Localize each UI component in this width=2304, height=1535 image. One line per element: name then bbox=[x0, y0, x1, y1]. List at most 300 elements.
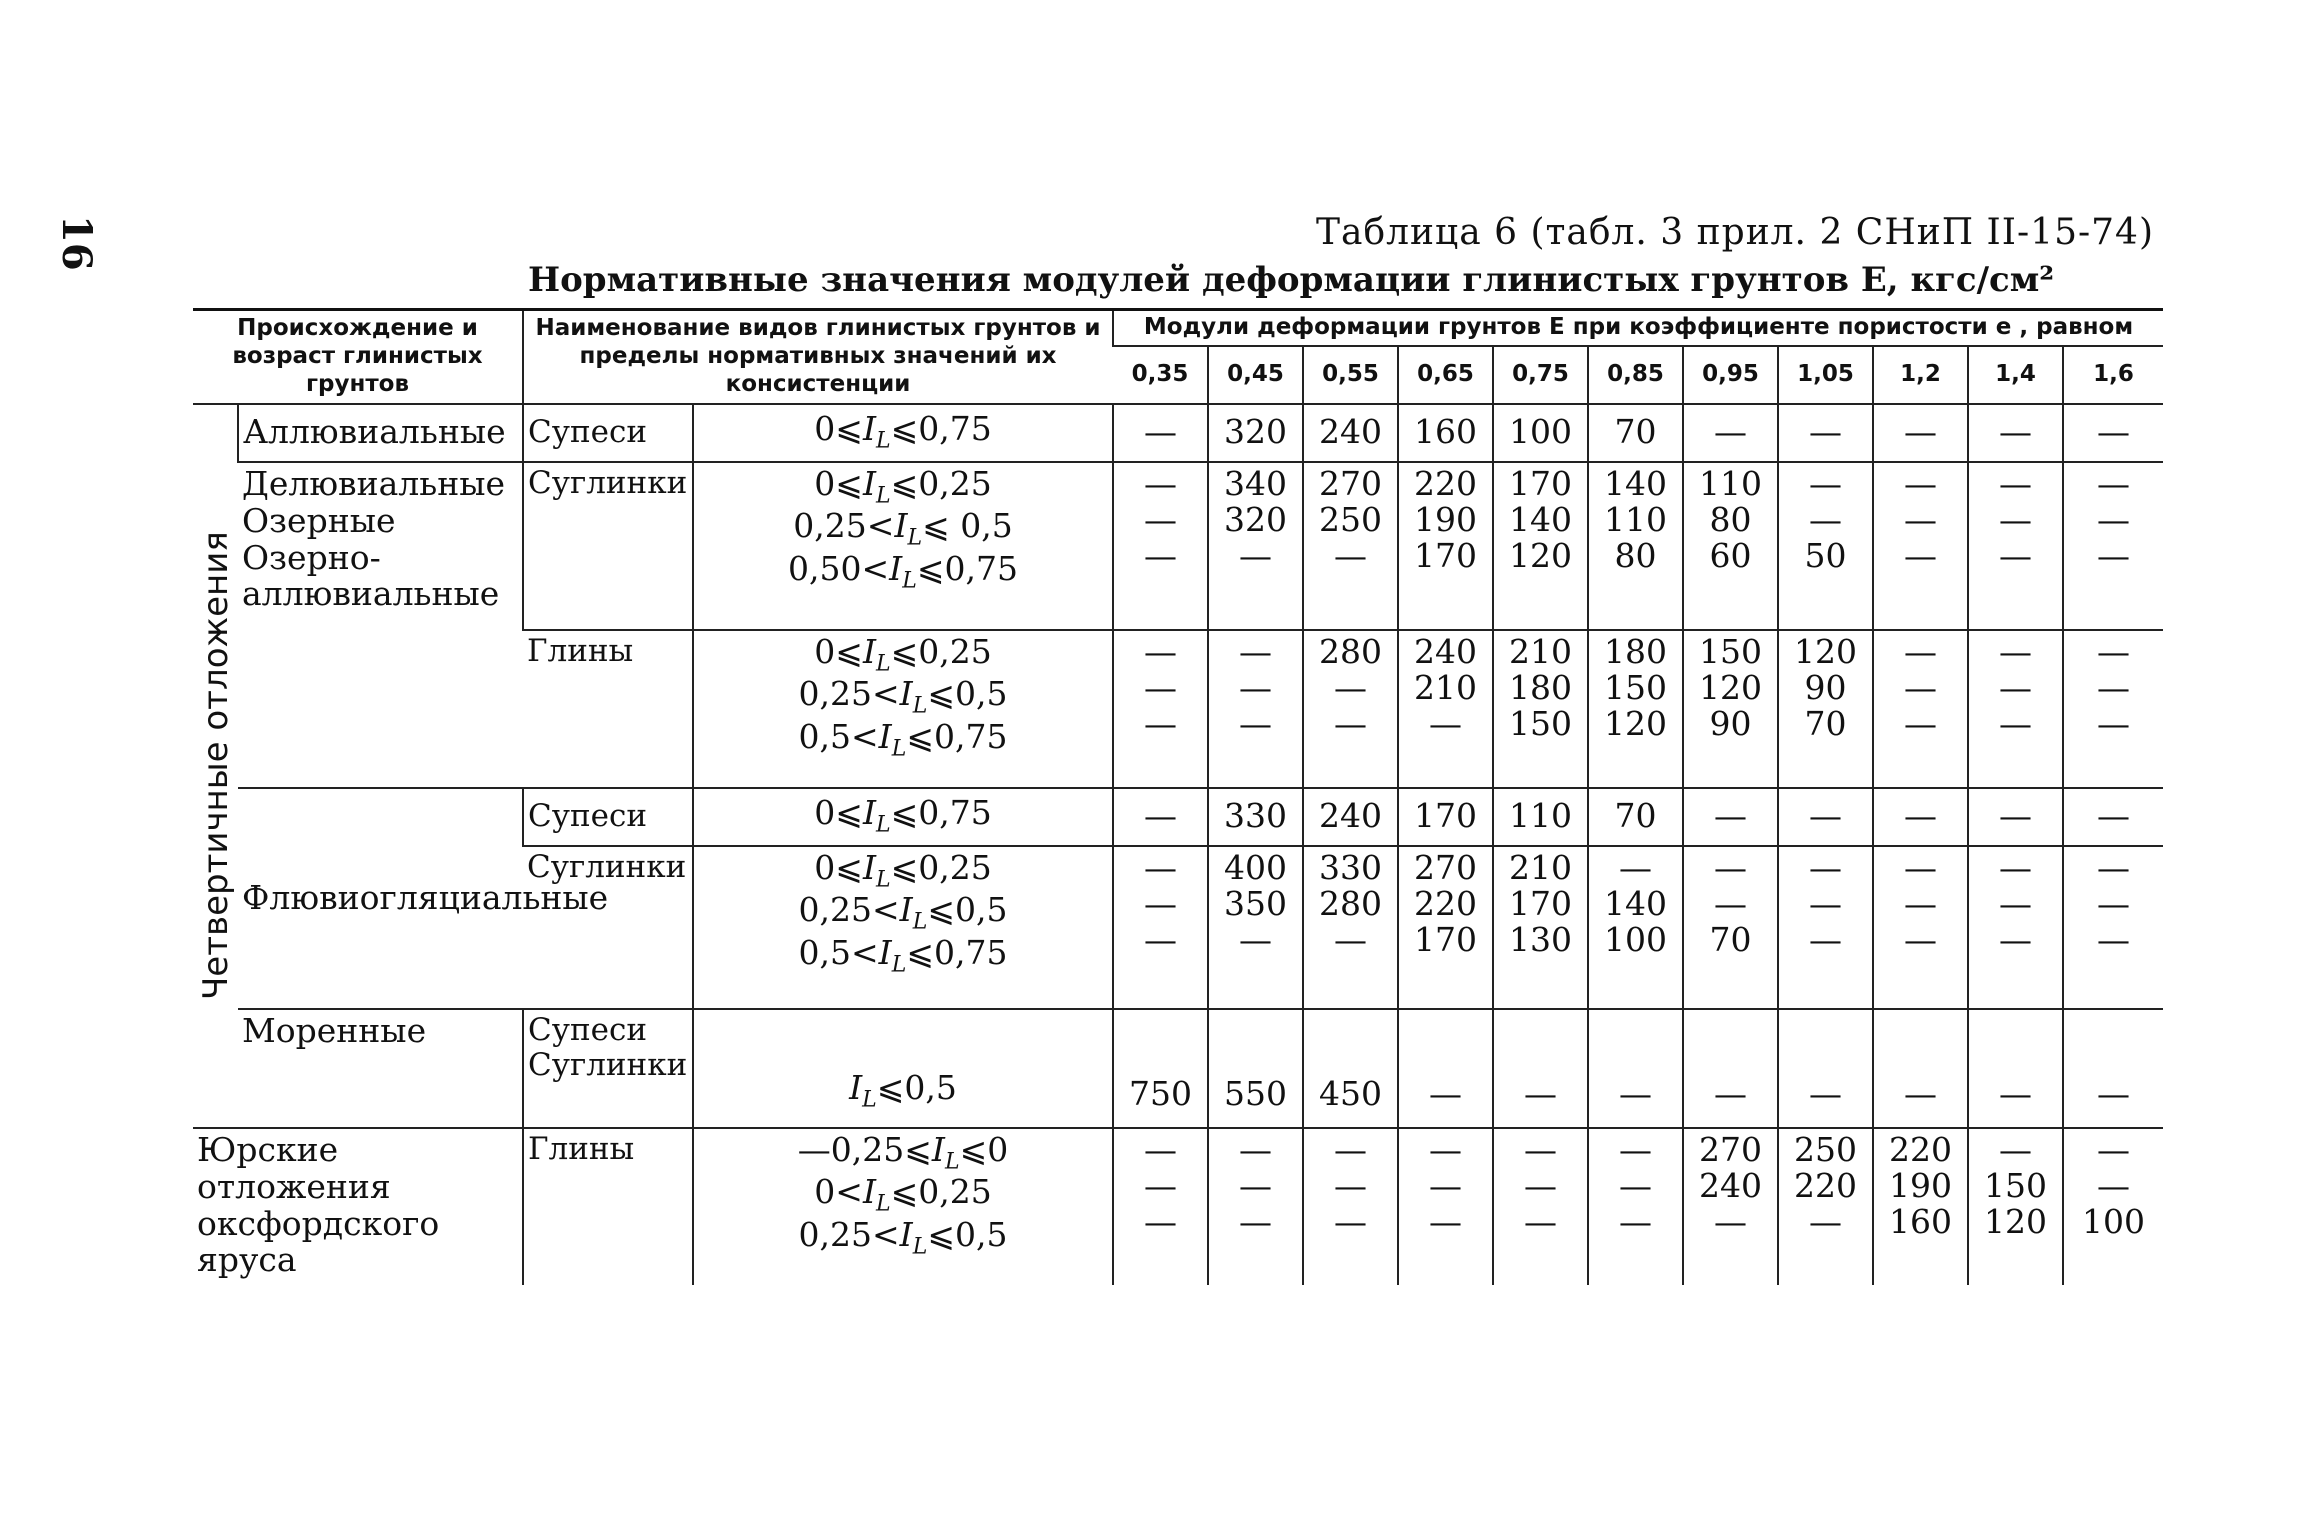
cell-line: Делювиальные bbox=[242, 463, 506, 503]
consistency-cell bbox=[693, 788, 1113, 846]
coefficient-header: 0,65 bbox=[1398, 346, 1493, 404]
soil-type-cell bbox=[523, 1009, 693, 1128]
modulus-value-cell bbox=[1588, 1009, 1683, 1128]
cell-line: — bbox=[1239, 1202, 1273, 1242]
modulus-value-cell bbox=[1303, 462, 1398, 630]
soil-type-cell bbox=[523, 788, 693, 846]
cell-line: — bbox=[1904, 536, 1938, 576]
modulus-value-cell bbox=[1398, 404, 1493, 462]
modulus-value-cell bbox=[1208, 462, 1303, 630]
cell-line: — bbox=[1334, 704, 1368, 744]
coefficient-header: 0,55 bbox=[1303, 346, 1398, 404]
cell-line: Озерно-аллювиальные bbox=[242, 537, 500, 614]
modulus-value-cell bbox=[1208, 1009, 1303, 1128]
cell-line: 240 bbox=[1319, 796, 1383, 836]
cell-line: — bbox=[1904, 412, 1938, 452]
cell-line: 150 bbox=[1509, 704, 1573, 744]
cell-line: — bbox=[1904, 847, 1938, 887]
cell-line: — bbox=[2097, 1074, 2131, 1114]
modulus-value-cell bbox=[1398, 846, 1493, 1009]
cell-line: 400 bbox=[1224, 847, 1288, 887]
cell-line: — bbox=[2097, 499, 2131, 539]
cell-line: 70 bbox=[1614, 796, 1657, 836]
modulus-value-cell bbox=[1873, 788, 1968, 846]
cell-line: — bbox=[1429, 1129, 1463, 1169]
cell-line: $0,50<I_L⩽0,75$ bbox=[788, 549, 1018, 594]
coefficient-header: 0,95 bbox=[1683, 346, 1778, 404]
cell-line: — bbox=[1239, 704, 1273, 744]
table-row bbox=[193, 462, 2163, 630]
table-caption: Таблица 6 (табл. 3 прил. 2 СНиП II-15-74) bbox=[1316, 212, 2154, 253]
cell-line: 330 bbox=[1319, 847, 1383, 887]
cell-line: — bbox=[1144, 667, 1178, 707]
cell-line: 130 bbox=[1509, 920, 1573, 960]
modulus-value-cell bbox=[1113, 630, 1208, 788]
modulus-value-cell bbox=[1493, 846, 1588, 1009]
cell-line: — bbox=[1904, 667, 1938, 707]
modulus-value-cell bbox=[1493, 462, 1588, 630]
cell-line: — bbox=[2097, 536, 2131, 576]
origin-cell bbox=[193, 1128, 523, 1285]
cell-line: — bbox=[2097, 704, 2131, 744]
modulus-value-cell bbox=[1588, 846, 1683, 1009]
cell-line: — bbox=[1999, 536, 2033, 576]
cell-line: — bbox=[1144, 463, 1178, 503]
cell-line: 70 bbox=[1804, 704, 1847, 744]
cell-line: — bbox=[2097, 847, 2131, 887]
cell-line: — bbox=[1714, 847, 1748, 887]
modulus-value-cell bbox=[1398, 1009, 1493, 1128]
cell-line: — bbox=[1999, 412, 2033, 452]
modulus-value-cell bbox=[1588, 404, 1683, 462]
cell-line: 320 bbox=[1224, 499, 1288, 539]
modulus-value-cell bbox=[1208, 846, 1303, 1009]
soil-type-cell bbox=[523, 1128, 693, 1285]
modulus-value-cell bbox=[1873, 1128, 1968, 1285]
cell-line: $—0,25⩽I_L⩽0$ bbox=[797, 1129, 1009, 1175]
cell-line: — bbox=[1144, 499, 1178, 539]
cell-line: Супеси bbox=[528, 1011, 647, 1048]
page-number: 16 bbox=[53, 215, 100, 271]
cell-line: — bbox=[1809, 920, 1843, 960]
modulus-value-cell bbox=[1493, 788, 1588, 846]
cell-line: — bbox=[1904, 463, 1938, 503]
cell-line: $0,25<I_L⩽$ 0,5 bbox=[793, 506, 1013, 551]
table-row bbox=[193, 1128, 2163, 1285]
cell-line: 750 bbox=[1129, 1074, 1193, 1114]
cell-line: 50 bbox=[1804, 536, 1847, 576]
cell-line: Глины bbox=[527, 632, 634, 669]
cell-line: $0,25<I_L⩽0,5$ bbox=[798, 1215, 1008, 1260]
cell-line: — bbox=[1144, 796, 1178, 836]
cell-line: 100 bbox=[1509, 412, 1573, 452]
cell-line: — bbox=[1714, 1202, 1748, 1242]
header-modulus: Модули деформации грунтов E при коэффициенте пористости e , равном bbox=[1113, 310, 2163, 346]
origin-cell bbox=[238, 462, 523, 788]
cell-line: 270 bbox=[1319, 463, 1383, 503]
modulus-value-cell bbox=[1968, 788, 2063, 846]
modulus-value-cell bbox=[1588, 788, 1683, 846]
cell-line: — bbox=[1999, 1074, 2033, 1114]
modulus-value-cell bbox=[2063, 788, 2163, 846]
coefficient-header: 0,85 bbox=[1588, 346, 1683, 404]
cell-line: 150 bbox=[1699, 631, 1763, 671]
consistency-cell bbox=[693, 846, 1113, 1009]
cell-line: 220 bbox=[1889, 1129, 1953, 1169]
modulus-value-cell bbox=[1303, 1009, 1398, 1128]
modulus-value-cell bbox=[1208, 788, 1303, 846]
modulus-value-cell bbox=[1683, 1128, 1778, 1285]
cell-line: — bbox=[1904, 704, 1938, 744]
cell-line: Суглинки bbox=[527, 848, 687, 885]
modulus-value-cell bbox=[1303, 630, 1398, 788]
cell-line: — bbox=[2097, 412, 2131, 452]
cell-line: — bbox=[1809, 499, 1843, 539]
cell-line: — bbox=[1999, 667, 2033, 707]
modulus-value-cell bbox=[1968, 1128, 2063, 1285]
modulus-value-cell bbox=[1778, 404, 1873, 462]
cell-line: — bbox=[1334, 1202, 1368, 1242]
cell-line: — bbox=[1239, 1165, 1273, 1205]
cell-line: — bbox=[1999, 796, 2033, 836]
consistency-cell bbox=[693, 630, 1113, 788]
cell-line: — bbox=[1334, 536, 1368, 576]
cell-line: 80 bbox=[1614, 536, 1657, 576]
cell-line: — bbox=[1999, 463, 2033, 503]
cell-line: $0⩽I_L⩽0,75$ bbox=[814, 409, 992, 454]
modulus-value-cell bbox=[1683, 788, 1778, 846]
modulus-value-cell bbox=[1398, 1128, 1493, 1285]
cell-line: 210 bbox=[1509, 631, 1573, 671]
cell-line: — bbox=[1239, 920, 1273, 960]
consistency-cell bbox=[693, 404, 1113, 462]
cell-line: — bbox=[1144, 704, 1178, 744]
cell-line: — bbox=[1999, 847, 2033, 887]
soil-type-cell bbox=[523, 404, 693, 462]
cell-line: 140 bbox=[1604, 883, 1668, 923]
cell-line: — bbox=[1239, 1129, 1273, 1169]
cell-line: — bbox=[1999, 1129, 2033, 1169]
modulus-value-cell bbox=[1683, 630, 1778, 788]
cell-line: — bbox=[1809, 1202, 1843, 1242]
cell-line: 90 bbox=[1709, 704, 1752, 744]
cell-line: — bbox=[1809, 796, 1843, 836]
cell-line: 100 bbox=[1604, 920, 1668, 960]
modulus-value-cell bbox=[2063, 1009, 2163, 1128]
modulus-value-cell bbox=[1113, 846, 1208, 1009]
cell-line: 100 bbox=[2082, 1202, 2146, 1242]
cell-line: — bbox=[1144, 412, 1178, 452]
cell-line: 550 bbox=[1224, 1074, 1288, 1114]
modulus-value-cell bbox=[1303, 846, 1398, 1009]
cell-line: 180 bbox=[1509, 667, 1573, 707]
cell-line: — bbox=[1524, 1074, 1558, 1114]
soil-type-cell bbox=[523, 630, 693, 788]
cell-line: 240 bbox=[1414, 631, 1478, 671]
cell-line: Юрские отложения оксфордского яруса bbox=[197, 1129, 440, 1280]
cell-line: 60 bbox=[1709, 536, 1752, 576]
coefficient-header: 1,05 bbox=[1778, 346, 1873, 404]
modulus-value-cell bbox=[1968, 404, 2063, 462]
modulus-value-cell bbox=[1588, 462, 1683, 630]
modulus-value-cell bbox=[1588, 1128, 1683, 1285]
modulus-value-cell bbox=[1778, 462, 1873, 630]
modulus-value-cell bbox=[1113, 1009, 1208, 1128]
cell-line: — bbox=[1429, 1165, 1463, 1205]
coefficient-header: 0,35 bbox=[1113, 346, 1208, 404]
cell-line: Супеси bbox=[528, 797, 647, 834]
cell-line: 160 bbox=[1414, 412, 1478, 452]
cell-line: — bbox=[1334, 667, 1368, 707]
consistency-cell bbox=[693, 1009, 1113, 1128]
coefficient-header: 1,6 bbox=[2063, 346, 2163, 404]
modulus-value-cell bbox=[1778, 630, 1873, 788]
cell-line: 240 bbox=[1699, 1165, 1763, 1205]
cell-line: — bbox=[1619, 1202, 1653, 1242]
modulus-value-cell bbox=[1493, 630, 1588, 788]
cell-line: — bbox=[1809, 883, 1843, 923]
cell-line: — bbox=[1524, 1165, 1558, 1205]
modulus-value-cell bbox=[1113, 1128, 1208, 1285]
modulus-value-cell bbox=[2063, 404, 2163, 462]
cell-line: 270 bbox=[1699, 1129, 1763, 1169]
cell-line: — bbox=[1999, 499, 2033, 539]
table-row bbox=[193, 788, 2163, 846]
cell-line: — bbox=[1999, 704, 2033, 744]
header-origin: Происхождение и возраст глинистых грунтов bbox=[193, 310, 523, 404]
modulus-value-cell bbox=[1778, 1128, 1873, 1285]
modulus-value-cell bbox=[2063, 462, 2163, 630]
cell-line: 280 bbox=[1319, 631, 1383, 671]
modulus-value-cell bbox=[1208, 404, 1303, 462]
cell-line: — bbox=[1999, 631, 2033, 671]
cell-line: — bbox=[1809, 412, 1843, 452]
cell-line: 120 bbox=[1604, 704, 1668, 744]
header-soil-name: Наименование видов глинистых грунтов и пределы нормативных значений их консистенции bbox=[523, 310, 1113, 404]
modulus-value-cell bbox=[1683, 462, 1778, 630]
modulus-value-cell bbox=[2063, 846, 2163, 1009]
modulus-value-cell bbox=[1968, 846, 2063, 1009]
cell-line: 70 bbox=[1614, 412, 1657, 452]
cell-line: — bbox=[1904, 796, 1938, 836]
cell-line: 110 bbox=[1699, 463, 1763, 503]
modulus-value-cell bbox=[1873, 1009, 1968, 1128]
cell-line: — bbox=[2097, 920, 2131, 960]
cell-line: — bbox=[1809, 1074, 1843, 1114]
group-label: Четвертичные отложения bbox=[193, 404, 238, 1128]
cell-line: — bbox=[1334, 920, 1368, 960]
cell-line: — bbox=[1144, 1202, 1178, 1242]
cell-line: $0,5<I_L⩽0,75$ bbox=[798, 717, 1008, 762]
cell-line: 140 bbox=[1604, 463, 1668, 503]
cell-line: — bbox=[1144, 883, 1178, 923]
cell-line: — bbox=[1144, 631, 1178, 671]
cell-line: — bbox=[1999, 883, 2033, 923]
modulus-value-cell bbox=[1968, 1009, 2063, 1128]
cell-line: — bbox=[1714, 796, 1748, 836]
consistency-cell bbox=[693, 462, 1113, 630]
modulus-value-cell bbox=[1873, 846, 1968, 1009]
cell-line: 80 bbox=[1709, 499, 1752, 539]
cell-line: — bbox=[1239, 536, 1273, 576]
cell-line: $0⩽I_L⩽0,25$ bbox=[814, 847, 992, 893]
modulus-value-cell bbox=[1113, 462, 1208, 630]
cell-line: — bbox=[1999, 920, 2033, 960]
cell-line: 190 bbox=[1889, 1165, 1953, 1205]
cell-line: 450 bbox=[1319, 1074, 1383, 1114]
cell-line: — bbox=[1524, 1129, 1558, 1169]
modulus-value-cell bbox=[1493, 404, 1588, 462]
modulus-value-cell bbox=[1683, 846, 1778, 1009]
cell-line: — bbox=[1809, 847, 1843, 887]
cell-line: — bbox=[1904, 631, 1938, 671]
cell-line: — bbox=[1239, 667, 1273, 707]
cell-line: — bbox=[2097, 883, 2131, 923]
cell-line: 160 bbox=[1889, 1202, 1953, 1242]
cell-line: $0,25<I_L⩽0,5$ bbox=[798, 890, 1008, 935]
origin-cell bbox=[238, 1009, 523, 1128]
cell-line: 180 bbox=[1604, 631, 1668, 671]
cell-line: 320 bbox=[1224, 412, 1288, 452]
modulus-value-cell bbox=[1398, 630, 1493, 788]
modulus-value-cell bbox=[1303, 788, 1398, 846]
cell-line: 140 bbox=[1509, 499, 1573, 539]
cell-line: 150 bbox=[1604, 667, 1668, 707]
cell-line: 120 bbox=[1509, 536, 1573, 576]
modulus-value-cell bbox=[1113, 404, 1208, 462]
cell-line: — bbox=[1334, 1129, 1368, 1169]
cell-line: 120 bbox=[1984, 1202, 2048, 1242]
cell-line: 340 bbox=[1224, 463, 1288, 503]
modulus-value-cell bbox=[1778, 846, 1873, 1009]
modulus-value-cell bbox=[1398, 788, 1493, 846]
modulus-value-cell bbox=[1303, 404, 1398, 462]
cell-line: Озерные bbox=[242, 500, 396, 540]
cell-line: 120 bbox=[1794, 631, 1858, 671]
coefficient-header: 0,45 bbox=[1208, 346, 1303, 404]
cell-line: Глины bbox=[528, 1130, 635, 1167]
cell-line: Суглинки bbox=[528, 1047, 688, 1084]
cell-line: — bbox=[1809, 463, 1843, 503]
coefficient-header: 1,2 bbox=[1873, 346, 1968, 404]
cell-line: 240 bbox=[1319, 412, 1383, 452]
coefficient-header: 1,4 bbox=[1968, 346, 2063, 404]
modulus-value-cell bbox=[1873, 404, 1968, 462]
cell-line: — bbox=[1904, 499, 1938, 539]
cell-line: — bbox=[2097, 463, 2131, 503]
cell-line: — bbox=[1144, 920, 1178, 960]
cell-line: 220 bbox=[1414, 463, 1478, 503]
soil-type-cell bbox=[523, 846, 693, 1009]
cell-line: — bbox=[1144, 1129, 1178, 1169]
modulus-value-cell bbox=[1778, 788, 1873, 846]
table-title: Нормативные значения модулей деформации глинистых грунтов E, кгс/см² bbox=[528, 260, 2055, 300]
cell-line: $0⩽I_L⩽0,25$ bbox=[814, 463, 992, 509]
cell-line: 210 bbox=[1414, 667, 1478, 707]
modulus-value-cell bbox=[1873, 630, 1968, 788]
cell-line: 70 bbox=[1709, 920, 1752, 960]
cell-line: — bbox=[2097, 1129, 2131, 1169]
modulus-value-cell bbox=[1968, 630, 2063, 788]
cell-line: 110 bbox=[1509, 796, 1573, 836]
cell-line: 210 bbox=[1509, 847, 1573, 887]
cell-line: Суглинки bbox=[528, 464, 688, 501]
cell-line: — bbox=[1144, 847, 1178, 887]
cell-line: — bbox=[1429, 704, 1463, 744]
cell-line: $0,5<I_L⩽0,75$ bbox=[798, 933, 1008, 978]
cell-line: — bbox=[1524, 1202, 1558, 1242]
cell-line: 220 bbox=[1414, 883, 1478, 923]
cell-line: 270 bbox=[1414, 847, 1478, 887]
coefficient-header: 0,75 bbox=[1493, 346, 1588, 404]
cell-line: 330 bbox=[1224, 796, 1288, 836]
cell-line: Флювиогляциальные bbox=[242, 877, 609, 917]
cell-line: — bbox=[2097, 631, 2131, 671]
soil-type-cell bbox=[523, 462, 693, 630]
cell-line: 170 bbox=[1414, 796, 1478, 836]
modulus-value-cell bbox=[1683, 1009, 1778, 1128]
modulus-value-cell bbox=[1208, 630, 1303, 788]
cell-line: — bbox=[1714, 883, 1748, 923]
cell-line: — bbox=[1334, 1165, 1368, 1205]
consistency-cell bbox=[693, 1128, 1113, 1285]
cell-line: — bbox=[1619, 847, 1653, 887]
cell-line: — bbox=[1714, 412, 1748, 452]
cell-line: 220 bbox=[1794, 1165, 1858, 1205]
cell-line: 150 bbox=[1984, 1165, 2048, 1205]
cell-line: 250 bbox=[1319, 499, 1383, 539]
modulus-value-cell bbox=[1778, 1009, 1873, 1128]
cell-line: — bbox=[1714, 1074, 1748, 1114]
cell-line: $0⩽I_L⩽0,75$ bbox=[814, 793, 992, 838]
modulus-value-cell bbox=[1208, 1128, 1303, 1285]
cell-line: $0<I_L⩽0,25$ bbox=[814, 1172, 992, 1217]
table-row bbox=[193, 404, 2163, 462]
cell-line: 350 bbox=[1224, 883, 1288, 923]
cell-line: 90 bbox=[1804, 667, 1847, 707]
modulus-value-cell bbox=[2063, 1128, 2163, 1285]
cell-line: Аллювиальные bbox=[243, 412, 506, 452]
cell-line: — bbox=[1619, 1074, 1653, 1114]
cell-line: 170 bbox=[1509, 883, 1573, 923]
cell-line: — bbox=[1619, 1165, 1653, 1205]
cell-line: 190 bbox=[1414, 499, 1478, 539]
modulus-value-cell bbox=[1113, 788, 1208, 846]
cell-line: — bbox=[1904, 1074, 1938, 1114]
cell-line: $I_L⩽0,5$ bbox=[849, 1067, 957, 1113]
cell-line: — bbox=[2097, 796, 2131, 836]
cell-line: 250 bbox=[1794, 1129, 1858, 1169]
modulus-value-cell bbox=[1873, 462, 1968, 630]
cell-line: — bbox=[1144, 536, 1178, 576]
modulus-value-cell bbox=[1968, 462, 2063, 630]
cell-line: 170 bbox=[1414, 536, 1478, 576]
cell-line: $0,25<I_L⩽0,5$ bbox=[798, 674, 1008, 719]
modulus-value-cell bbox=[2063, 630, 2163, 788]
cell-line: — bbox=[1904, 920, 1938, 960]
cell-line: — bbox=[1144, 1165, 1178, 1205]
modulus-value-cell bbox=[1398, 462, 1493, 630]
cell-line: 110 bbox=[1604, 499, 1668, 539]
cell-line: — bbox=[1619, 1129, 1653, 1169]
cell-line: — bbox=[1429, 1074, 1463, 1114]
modulus-value-cell bbox=[1303, 1128, 1398, 1285]
table-row bbox=[193, 1009, 2163, 1128]
modulus-value-cell bbox=[1588, 630, 1683, 788]
origin-cell bbox=[238, 404, 523, 462]
cell-line: Супеси bbox=[528, 413, 647, 450]
cell-line: — bbox=[2097, 1165, 2131, 1205]
